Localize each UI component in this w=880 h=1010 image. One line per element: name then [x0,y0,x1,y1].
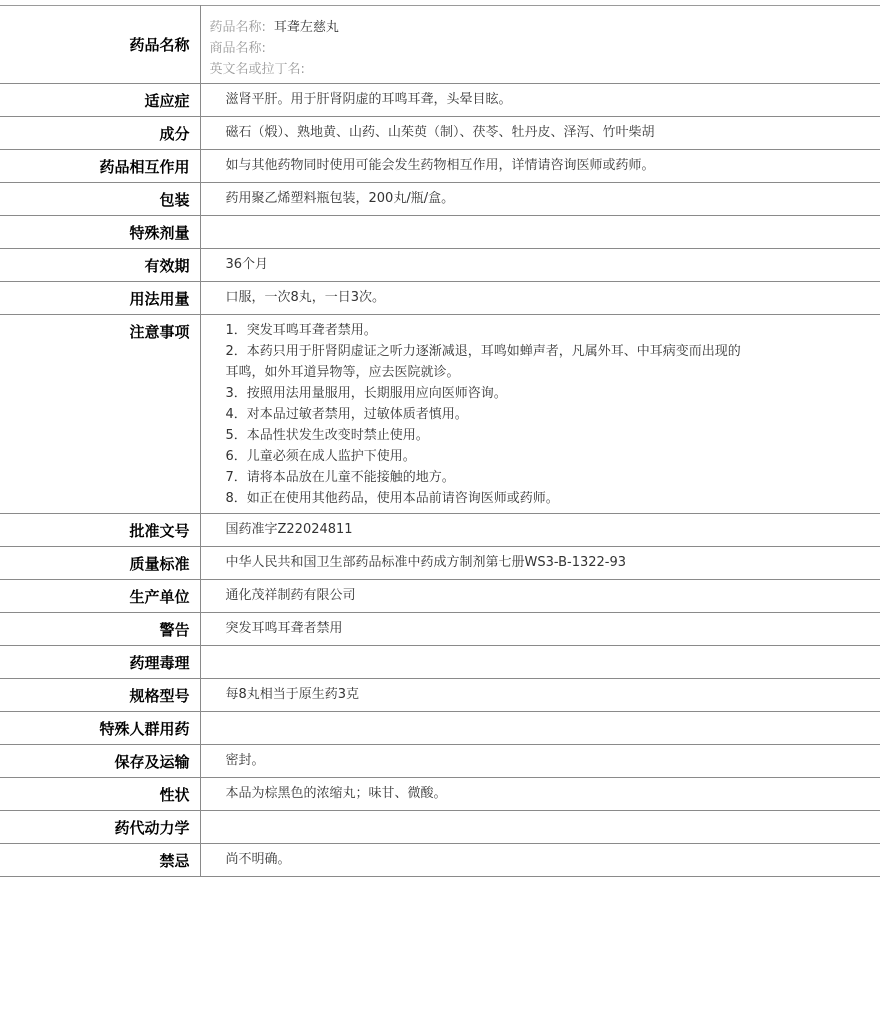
generic-name-key: 药品名称: [209,20,266,35]
precaution-item: 6．儿童必须在成人监护下使用。 [225,449,416,464]
label-cell [0,613,200,646]
drug-info-table [0,5,880,877]
label-cell [0,6,200,84]
row-label: 药品相互作用 [99,158,190,176]
generic-name-line [210,17,880,38]
label-cell [0,282,200,315]
precaution-item: 耳鸣，如外耳道异物等，应去医院就诊。 [225,365,460,380]
table-row [0,712,880,745]
row-value: 口服，一次8丸，一日3次。 [200,282,880,315]
precaution-item: 5．本品性状发生改变时禁止使用。 [225,428,429,443]
label-cell [0,679,200,712]
row-value: 国药准字Z22024811 [200,514,880,547]
table-row [0,282,880,315]
row-value: 磁石（煅）、熟地黄、山药、山茱萸（制）、茯苓、牡丹皮、泽泻、竹叶柴胡 [200,117,880,150]
row-label: 特殊人群用药 [99,720,190,738]
row-label: 注意事项 [129,323,190,341]
table-row [0,613,880,646]
table-row [0,646,880,679]
precaution-item: 1．突发耳鸣耳聋者禁用。 [225,323,377,338]
row-label: 性状 [159,786,190,804]
table-row [0,150,880,183]
label-cell [0,216,200,249]
label-cell [0,778,200,811]
label-cell [0,646,200,679]
label-cell [0,150,200,183]
precaution-item: 7．请将本品放在儿童不能接触的地方。 [225,470,455,485]
latin-name-line [210,59,880,80]
table-row [0,547,880,580]
table-row [0,580,880,613]
table-row [0,844,880,877]
row-value: 突发耳鸣耳聋者禁用 [200,613,880,646]
precaution-item: 8．如正在使用其他药品，使用本品前请咨询医师或药师。 [225,491,559,506]
table-row [0,117,880,150]
table-row [0,811,880,844]
label-cell [0,514,200,547]
row-value: 密封。 [200,745,880,778]
row-value: 每8丸相当于原生药3克 [200,679,880,712]
table-row [0,778,880,811]
row-label: 批准文号 [129,522,190,540]
row-label: 药代动力学 [114,819,190,837]
value-cell [200,6,880,84]
row-label: 包装 [159,191,190,209]
row-value: 药用聚乙烯塑料瓶包装，200丸/瓶/盒。 [200,183,880,216]
row-value: 滋肾平肝。用于肝肾阴虚的耳鸣耳聋，头晕目眩。 [200,84,880,117]
table-row [0,84,880,117]
row-label: 药理毒理 [129,654,190,672]
label-cell [0,315,200,514]
row-label: 规格型号 [129,687,190,705]
label-cell [0,745,200,778]
row-label: 禁忌 [159,852,190,870]
table-row-precautions [0,315,880,514]
trade-name-key: 商品名称: [209,41,266,56]
row-label: 生产单位 [129,588,190,606]
row-value [200,216,880,249]
table-row [0,679,880,712]
table-row [0,183,880,216]
label-cell [0,547,200,580]
trade-name-line [210,38,880,59]
row-label: 适应症 [144,92,190,110]
table-row [0,514,880,547]
row-label: 警告 [159,621,190,639]
label-cell [0,580,200,613]
row-label: 保存及运输 [114,753,190,771]
table-row-drug-name [0,6,880,84]
row-value: 本品为棕黑色的浓缩丸；味甘、微酸。 [200,778,880,811]
table-row [0,216,880,249]
row-value: 尚不明确。 [200,844,880,877]
label-cell [0,844,200,877]
row-label: 成分 [159,125,190,143]
latin-name-key: 英文名或拉丁名: [209,62,305,77]
row-value: 中华人民共和国卫生部药品标准中药成方制剂第七册WS3-B-1322-93 [200,547,880,580]
row-value: 36个月 [200,249,880,282]
label-cell [0,712,200,745]
row-value: 通化茂祥制药有限公司 [200,580,880,613]
precaution-item: 3．按照用法用量服用，长期服用应向医师咨询。 [225,386,507,401]
row-label: 质量标准 [129,555,190,573]
table-row [0,745,880,778]
label-cell [0,811,200,844]
row-value [200,712,880,745]
row-value [200,646,880,679]
row-value: 如与其他药物同时使用可能会发生药物相互作用，详情请咨询医师或药师。 [200,150,880,183]
row-label: 用法用量 [129,290,190,308]
label-cell [0,84,200,117]
precaution-item: 2．本药只用于肝肾阴虚证之听力逐渐减退，耳鸣如蝉声者，凡属外耳、中耳病变而出现的 [225,344,741,359]
generic-name-value: 耳聋左慈丸 [273,20,339,35]
row-label: 药品名称 [129,36,190,54]
row-value [200,811,880,844]
label-cell [0,183,200,216]
precautions-list [200,315,880,514]
label-cell [0,117,200,150]
table-row [0,249,880,282]
row-label: 有效期 [144,257,190,275]
row-label: 特殊剂量 [129,224,190,242]
label-cell [0,249,200,282]
precaution-item: 4．对本品过敏者禁用，过敏体质者慎用。 [225,407,468,422]
